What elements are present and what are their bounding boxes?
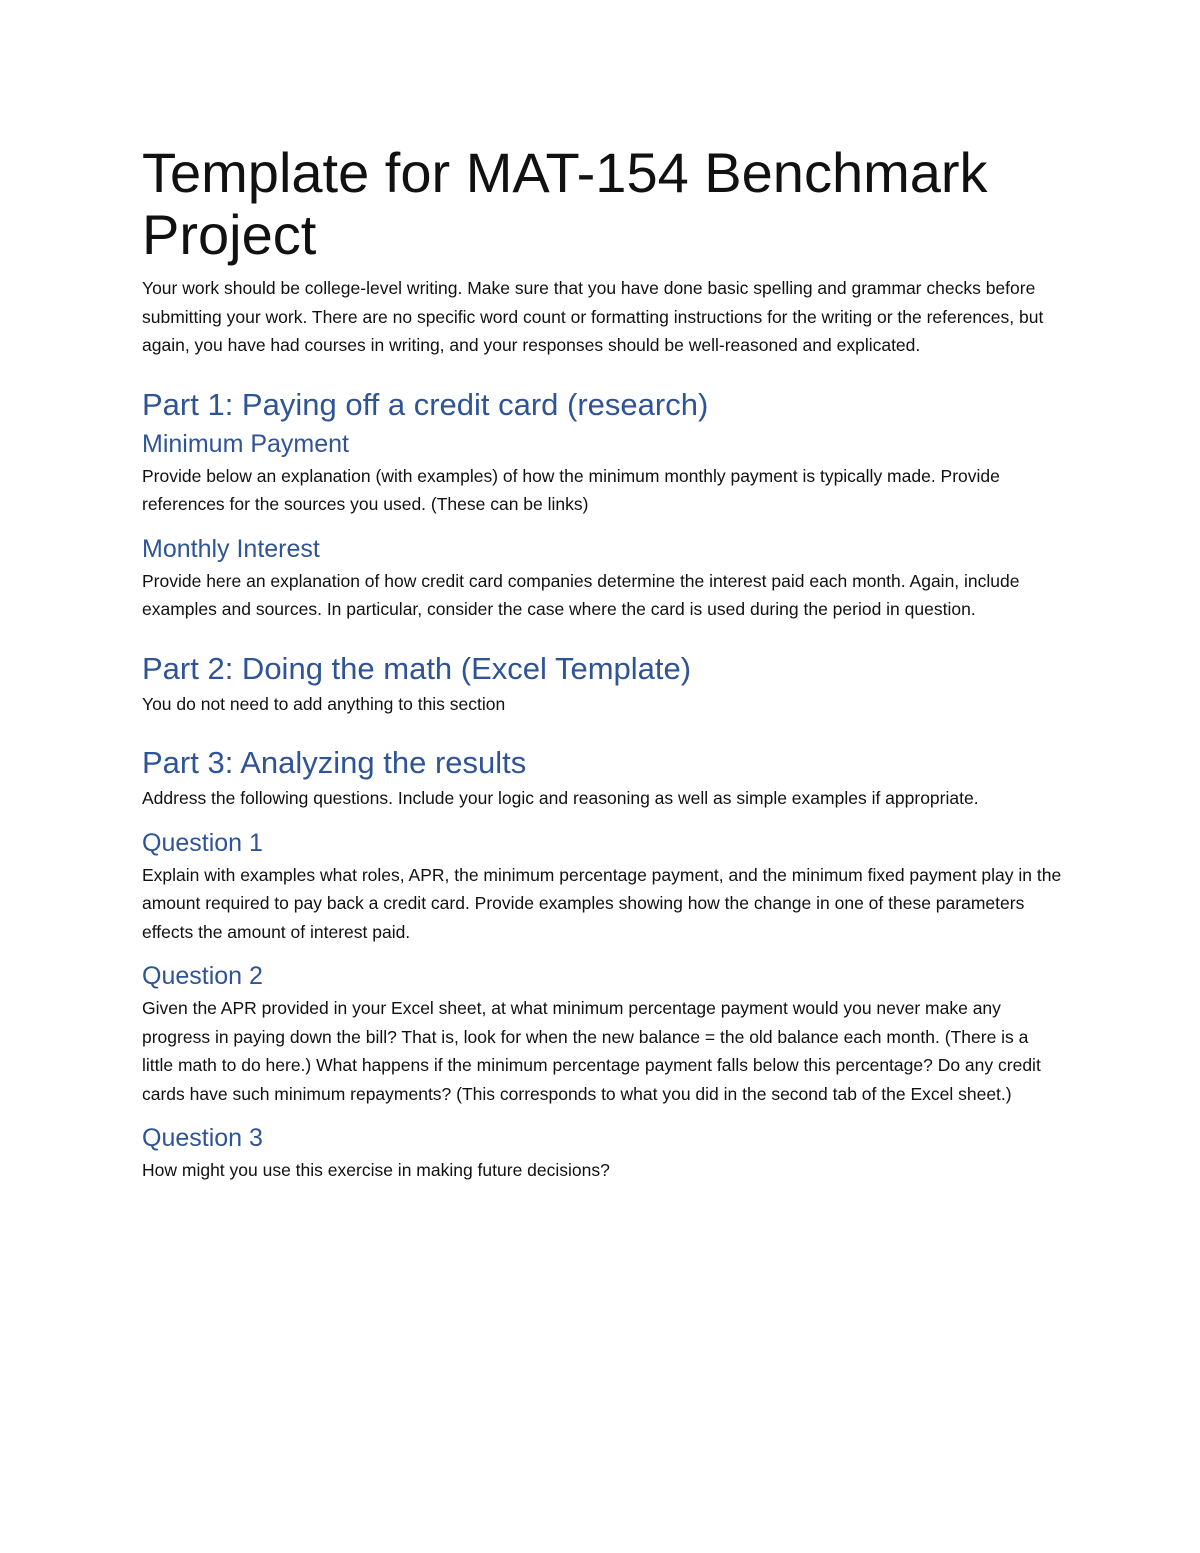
part2-heading: Part 2: Doing the math (Excel Template) [142, 650, 692, 686]
intro-paragraph: Your work should be college-level writing. Make sure that you have done basic spelling and grammar checks before submitting your work. There are no specific word count or formatting instructions for the writing or the references, but again, you have had courses in writing, and your responses should be well-reasoned and explicated. [142, 278, 1044, 355]
question2-heading: Question 2 [142, 962, 263, 990]
monthly-interest-heading: Monthly Interest [142, 534, 320, 563]
question3-heading: Question 3 [142, 1124, 263, 1152]
document-title: Template for MAT-154 Benchmark Project [142, 141, 988, 266]
question3-paragraph: How might you use this exercise in making future decisions? [142, 1160, 610, 1180]
question1-paragraph: Explain with examples what roles, APR, the minimum percentage payment, and the minimum fixed payment play in the amount required to pay back a credit card. Provide examples showing how the change in one of these parameters effects the amount of interest paid. [142, 864, 1062, 942]
minimum-payment-heading: Minimum Payment [142, 429, 349, 458]
monthly-interest-paragraph: Provide here an explanation of how credit card companies determine the interest paid each month. Again, include examples and sources. In particular, consider the case where the card is used during the period in question. [142, 570, 1020, 619]
document-body [142, 142, 1062, 1185]
question1-heading: Question 1 [142, 828, 263, 857]
part3-paragraph: Address the following questions. Include your logic and reasoning as well as simple examples if appropriate. [142, 788, 979, 808]
question2-paragraph: Given the APR provided in your Excel sheet, at what minimum percentage payment would you never make any progress in paying down the bill? That is, look for when the new balance = the old balance each month. (There is a little math to do here.) What happens if the minimum percentage payment falls below this percentage? Do any credit cards have such minimum repayments? (This corresponds to what you did in the second tab of the Excel sheet.) [142, 998, 1041, 1104]
part3-heading: Part 3: Analyzing the results [142, 745, 527, 780]
part1-heading: Part 1: Paying off a credit card (research) [142, 386, 709, 422]
minimum-payment-paragraph: Provide below an explanation (with examples) of how the minimum monthly payment is typically made. Provide references for the sources you used. (These can be links) [142, 465, 1000, 514]
part2-paragraph: You do not need to add anything to this section [142, 693, 506, 714]
